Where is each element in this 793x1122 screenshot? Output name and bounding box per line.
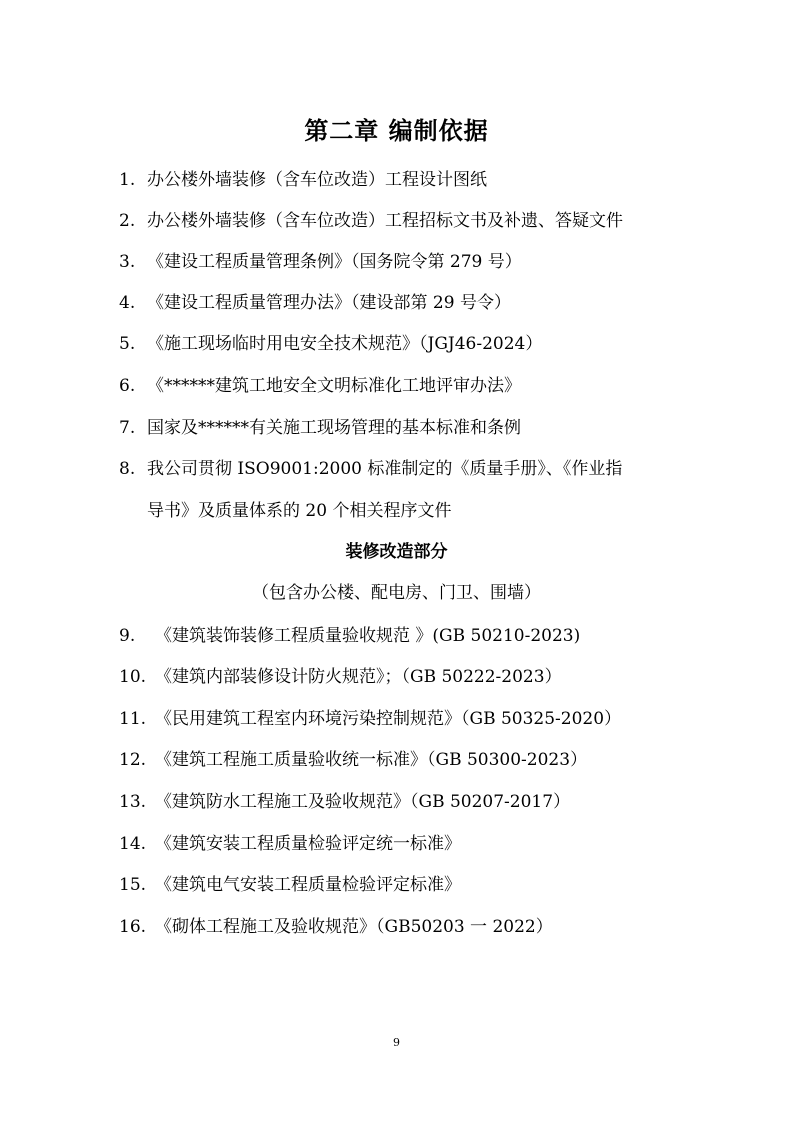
list-item-number: 12. bbox=[119, 750, 147, 770]
list-item-number: 14. bbox=[119, 834, 147, 854]
page-number: 9 bbox=[393, 1036, 400, 1049]
list-item-text: 《******建筑工地安全文明标准化工地评审办法》 bbox=[147, 376, 521, 396]
list-item-text: 《建设工程质量管理条例》（国务院令第 279 号） bbox=[147, 252, 522, 272]
list-item-text: 办公楼外墙装修（含车位改造）工程招标文书及补遗、答疑文件 bbox=[147, 211, 623, 231]
list-item-text: 《建设工程质量管理办法》（建设部第 29 号令） bbox=[147, 293, 511, 313]
list-item-text: 《建筑装饰装修工程质量验收规范 》(GB 50210-2023) bbox=[155, 626, 581, 646]
list-item-number: 2. bbox=[119, 211, 136, 231]
list-item bbox=[119, 873, 461, 897]
list-item-text: 《建筑安装工程质量检验评定统一标准》 bbox=[155, 834, 461, 854]
list-item-number: 8. bbox=[119, 459, 136, 479]
list-item-number: 5. bbox=[119, 334, 136, 354]
list-item bbox=[119, 707, 621, 731]
list-item-text: 《建筑工程施工质量验收统一标准》（GB 50300-2023） bbox=[155, 750, 588, 770]
list-item-number: 11. bbox=[119, 709, 147, 729]
list-item-text: 我公司贯彻 ISO9001:2000 标准制定的《质量手册》、《作业指 bbox=[147, 459, 623, 479]
list-item bbox=[119, 332, 542, 356]
list-item bbox=[119, 915, 553, 939]
list-item-number: 6. bbox=[119, 376, 136, 396]
list-item bbox=[119, 665, 562, 689]
list-item bbox=[119, 457, 622, 481]
list-item-text: 《施工现场临时用电安全技术规范》（JGJ46-2024） bbox=[147, 334, 543, 354]
list-item bbox=[119, 790, 570, 814]
list-item-number: 4. bbox=[119, 293, 136, 313]
list-item bbox=[119, 250, 522, 274]
list-item-continuation: 导书》及质量体系的 20 个相关程序文件 bbox=[147, 501, 452, 521]
section-heading: 装修改造部分 bbox=[345, 542, 448, 562]
list-item bbox=[119, 168, 487, 192]
list-item-text: 《民用建筑工程室内环境污染控制规范》（GB 50325-2020） bbox=[155, 709, 622, 729]
list-item bbox=[119, 416, 521, 440]
list-item bbox=[119, 624, 580, 648]
section-scope: （包含办公楼、配电房、门卫、围墙） bbox=[252, 583, 541, 603]
list-item-number: 15. bbox=[119, 875, 147, 895]
chapter-title: 第二章 编制依据 bbox=[304, 117, 489, 145]
list-item-text: 《砌体工程施工及验收规范》（GB50203 一 2022） bbox=[155, 917, 553, 937]
list-item-text: 《建筑电气安装工程质量检验评定标准》 bbox=[155, 875, 461, 895]
list-item-number: 9. bbox=[119, 626, 136, 646]
list-item bbox=[119, 291, 511, 315]
list-item-text: 办公楼外墙装修（含车位改造）工程设计图纸 bbox=[147, 170, 487, 190]
list-item-number: 16. bbox=[119, 917, 147, 937]
list-item-text: 《建筑内部装修设计防火规范》；（GB 50222-2023） bbox=[155, 667, 562, 687]
list-item-number: 10. bbox=[119, 667, 147, 687]
list-item bbox=[119, 374, 521, 398]
list-item-number: 1. bbox=[119, 170, 136, 190]
list-item bbox=[119, 748, 587, 772]
list-item bbox=[119, 209, 623, 233]
list-item-text: 《建筑防水工程施工及验收规范》（GB 50207-2017） bbox=[155, 792, 571, 812]
list-item-number: 7. bbox=[119, 418, 136, 438]
list-item-text: 国家及******有关施工现场管理的基本标准和条例 bbox=[147, 418, 521, 438]
list-item-number: 13. bbox=[119, 792, 147, 812]
list-item-number: 3. bbox=[119, 252, 136, 272]
list-item bbox=[119, 832, 461, 856]
